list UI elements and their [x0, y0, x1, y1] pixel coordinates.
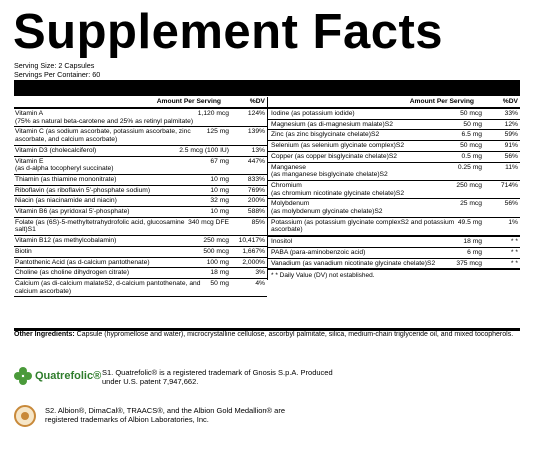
- nutrient-amount: 18 mg: [210, 269, 229, 277]
- nutrient-amount: 50 mcg: [460, 110, 482, 117]
- nutrient-name: Biotin: [15, 247, 32, 255]
- left-rows: [14, 109, 267, 297]
- nutrient-name: Vanadium (as vanadium nicotinate glycinate chelate)S2: [271, 259, 436, 267]
- nutrient-dv: 13%: [251, 146, 265, 154]
- right-rows-secondary: [268, 237, 520, 270]
- nutrient-amount: 375 mcg: [456, 259, 482, 267]
- nutrient-dv: 85%: [251, 218, 265, 226]
- nutrient-amount: 340 mcg DFE: [188, 218, 229, 226]
- nutrient-row: [268, 237, 520, 248]
- nutrient-name: Manganese (as manganese bisglycinate chelate)S2: [271, 163, 388, 179]
- nutrient-name: Vitamin A (75% as natural beta-carotene and 25% as retinyl palmitate): [15, 110, 194, 125]
- nutrient-name: Vitamin D3 (cholecalciferol): [15, 146, 97, 154]
- nutrient-row: [14, 127, 267, 145]
- serving-size: Serving Size: 2 Capsules: [14, 61, 95, 70]
- amount-header: Amount Per Serving: [156, 98, 221, 106]
- amount-header: Amount Per Serving: [409, 98, 474, 106]
- nutrient-name: Folate (as (6S)-5-methyltetrahydrofolic acid, glucosamine salt)S1: [15, 218, 185, 234]
- nutrient-dv: 200%: [247, 197, 265, 205]
- nutrient-name: Calcium (as di-calcium malateS2, d-calcium pantothenate, and calcium ascorbate): [15, 279, 201, 295]
- dv-header: %DV: [249, 98, 265, 106]
- nutrient-amount: 18 mg: [463, 238, 482, 246]
- right-column: [267, 97, 520, 280]
- nutrient-row: [14, 207, 267, 218]
- page-title: Supplement Facts: [13, 5, 444, 59]
- nutrient-amount: 50 mg: [210, 279, 229, 287]
- right-rows: [268, 109, 520, 237]
- nutrient-dv: 91%: [504, 142, 518, 150]
- nutrient-name: Choline (as choline dihydrogen citrate): [15, 269, 130, 277]
- nutrient-name: Magnesium (as di-magnesium malate)S2: [271, 120, 393, 128]
- dv-note: * * Daily Value (DV) not established.: [271, 272, 375, 280]
- nutrient-row: [268, 141, 520, 152]
- nutrient-amount: 6 mg: [467, 248, 482, 256]
- nutrient-row: [14, 236, 267, 247]
- nutrient-dv: 447%: [247, 157, 265, 165]
- nutrient-dv: 2,000%: [242, 258, 265, 266]
- nutrient-dv: 139%: [247, 128, 265, 136]
- nutrient-amount: 10 mg: [210, 186, 229, 194]
- nutrient-dv: 3%: [255, 269, 265, 277]
- header-bar: [14, 80, 520, 96]
- nutrient-row: [14, 279, 267, 297]
- left-column: [14, 97, 267, 297]
- quatrefolic-logo: [14, 367, 101, 385]
- nutrient-dv: 769%: [247, 186, 265, 194]
- right-header: [268, 97, 520, 109]
- nutrient-name: Vitamin C (as sodium ascorbate, potassium ascorbate, zinc ascorbate, and calcium ascorbate): [15, 128, 191, 144]
- nutrient-name: Iodine (as potassium iodide): [271, 110, 355, 117]
- nutrient-name: Potassium (as potassium glycinate complexS2 and potassium ascorbate): [271, 218, 455, 234]
- nutrient-name: Vitamin E (as d-alpha tocopheryl succinate): [15, 157, 114, 173]
- nutrient-row: [14, 247, 267, 258]
- nutrient-amount: 50 mcg: [460, 142, 482, 150]
- nutrient-row: [268, 109, 520, 120]
- nutrient-row: [14, 109, 267, 127]
- trademark-s2: S2. Albion®, DimaCal®, TRAACS®, and the Albion Gold Medallion® are registered trademarks of Albion Laboratories, Inc.: [45, 406, 285, 425]
- other-ingredients-text: Capsule (hypromellose and water), microcrystalline cellulose, ascorbyl palmitate, silica, medium-chain triglyceride oil, and mixed tocopherols.: [76, 331, 514, 338]
- nutrient-dv: 33%: [504, 110, 518, 117]
- nutrient-name: Molybdenum (as molybdenum glycinate chelate)S2: [271, 200, 383, 216]
- nutrient-dv: 1,667%: [242, 247, 265, 255]
- nutrient-amount: 25 mcg: [460, 200, 482, 208]
- nutrient-name: Niacin (as niacinamide and niacin): [15, 197, 117, 205]
- nutrient-amount: 1,120 mcg: [197, 110, 229, 117]
- nutrient-amount: 50 mg: [463, 120, 482, 128]
- nutrient-row: [268, 181, 520, 199]
- nutrient-amount: 67 mg: [210, 157, 229, 165]
- nutrient-name: PABA (para-aminobenzoic acid): [271, 248, 366, 256]
- nutrient-amount: 2.5 mcg (100 IU): [179, 146, 229, 154]
- nutrient-name: Thiamin (as thiamine mononitrate): [15, 175, 117, 183]
- nutrient-dv: * *: [510, 259, 518, 267]
- nutrient-row: [268, 218, 520, 237]
- nutrient-name: Selenium (as selenium glycinate complex)S2: [271, 142, 405, 150]
- other-ingredients: [14, 331, 524, 339]
- nutrient-dv: 11%: [505, 163, 518, 171]
- nutrient-name: Riboflavin (as riboflavin 5'-phosphate sodium): [15, 186, 151, 194]
- quatrefolic-wordmark: Quatrefolic®: [35, 370, 102, 382]
- nutrient-amount: 0.5 mg: [461, 152, 482, 160]
- nutrient-amount: 10 mg: [210, 175, 229, 183]
- nutrient-row: [268, 199, 520, 217]
- clover-icon: [14, 367, 32, 385]
- nutrient-row: [14, 218, 267, 236]
- nutrient-amount: 10 mg: [210, 208, 229, 216]
- nutrient-row: [268, 120, 520, 131]
- nutrient-amount: 100 mg: [206, 258, 229, 266]
- nutrient-dv: 4%: [255, 279, 265, 287]
- nutrient-name: Chromium (as chromium nicotinate glycinate chelate)S2: [271, 181, 405, 197]
- nutrient-row: [268, 259, 520, 271]
- nutrient-name: Inositol: [271, 238, 293, 246]
- nutrient-row: [268, 152, 520, 163]
- nutrient-amount: 250 mcg: [203, 237, 229, 245]
- nutrient-dv: 714%: [500, 181, 518, 189]
- nutrient-dv: 588%: [247, 208, 265, 216]
- nutrient-row: [14, 258, 267, 269]
- nutrient-dv: 56%: [504, 200, 518, 208]
- nutrient-name: Pantothenic Acid (as d-calcium pantothenate): [15, 258, 150, 266]
- nutrient-dv: * *: [510, 238, 518, 246]
- nutrient-row: [14, 157, 267, 175]
- nutrient-dv: 1%: [508, 218, 518, 226]
- nutrient-amount: 6.5 mg: [461, 131, 482, 139]
- nutrient-row: [14, 268, 267, 279]
- nutrient-dv: * *: [510, 248, 518, 256]
- nutrient-row: [14, 175, 267, 186]
- nutrient-name: Copper (as copper bisglycinate chelate)S2: [271, 152, 398, 160]
- nutrient-dv: 124%: [247, 110, 265, 117]
- nutrient-amount: 32 mg: [210, 197, 229, 205]
- left-header: [14, 97, 267, 109]
- nutrient-dv: 59%: [504, 131, 518, 139]
- nutrient-name: Zinc (as zinc bisglycinate chelate)S2: [271, 131, 380, 139]
- nutrient-amount: 500 mcg: [203, 247, 229, 255]
- nutrient-row: [14, 196, 267, 207]
- nutrient-amount: 0.25 mg: [457, 163, 482, 171]
- dv-header: %DV: [502, 98, 518, 106]
- trademark-s1: S1. Quatrefolic® is a registered trademark of Gnosis S.p.A. Produced under U.S. patent 7,947,662.: [102, 368, 333, 387]
- nutrient-amount: 125 mg: [206, 128, 229, 136]
- servings-per-container: Servings Per Container: 60: [14, 70, 101, 79]
- nutrient-dv: 10,417%: [238, 237, 265, 245]
- nutrient-row: [14, 146, 267, 157]
- nutrient-name: Vitamin B6 (as pyridoxal 5'-phosphate): [15, 208, 130, 216]
- nutrient-row: [268, 130, 520, 141]
- nutrient-row: [268, 248, 520, 259]
- nutrient-dv: 12%: [504, 120, 518, 128]
- albion-medallion-icon: [14, 405, 36, 427]
- nutrient-amount: 49.5 mg: [457, 218, 482, 226]
- nutrient-row: [14, 186, 267, 197]
- nutrient-amount: 250 mcg: [456, 181, 482, 189]
- nutrient-row: [268, 163, 520, 181]
- other-ingredients-label: Other Ingredients:: [14, 331, 75, 338]
- nutrient-dv: 56%: [504, 152, 518, 160]
- nutrient-name: Vitamin B12 (as methylcobalamin): [15, 237, 117, 245]
- nutrient-dv: 833%: [247, 175, 265, 183]
